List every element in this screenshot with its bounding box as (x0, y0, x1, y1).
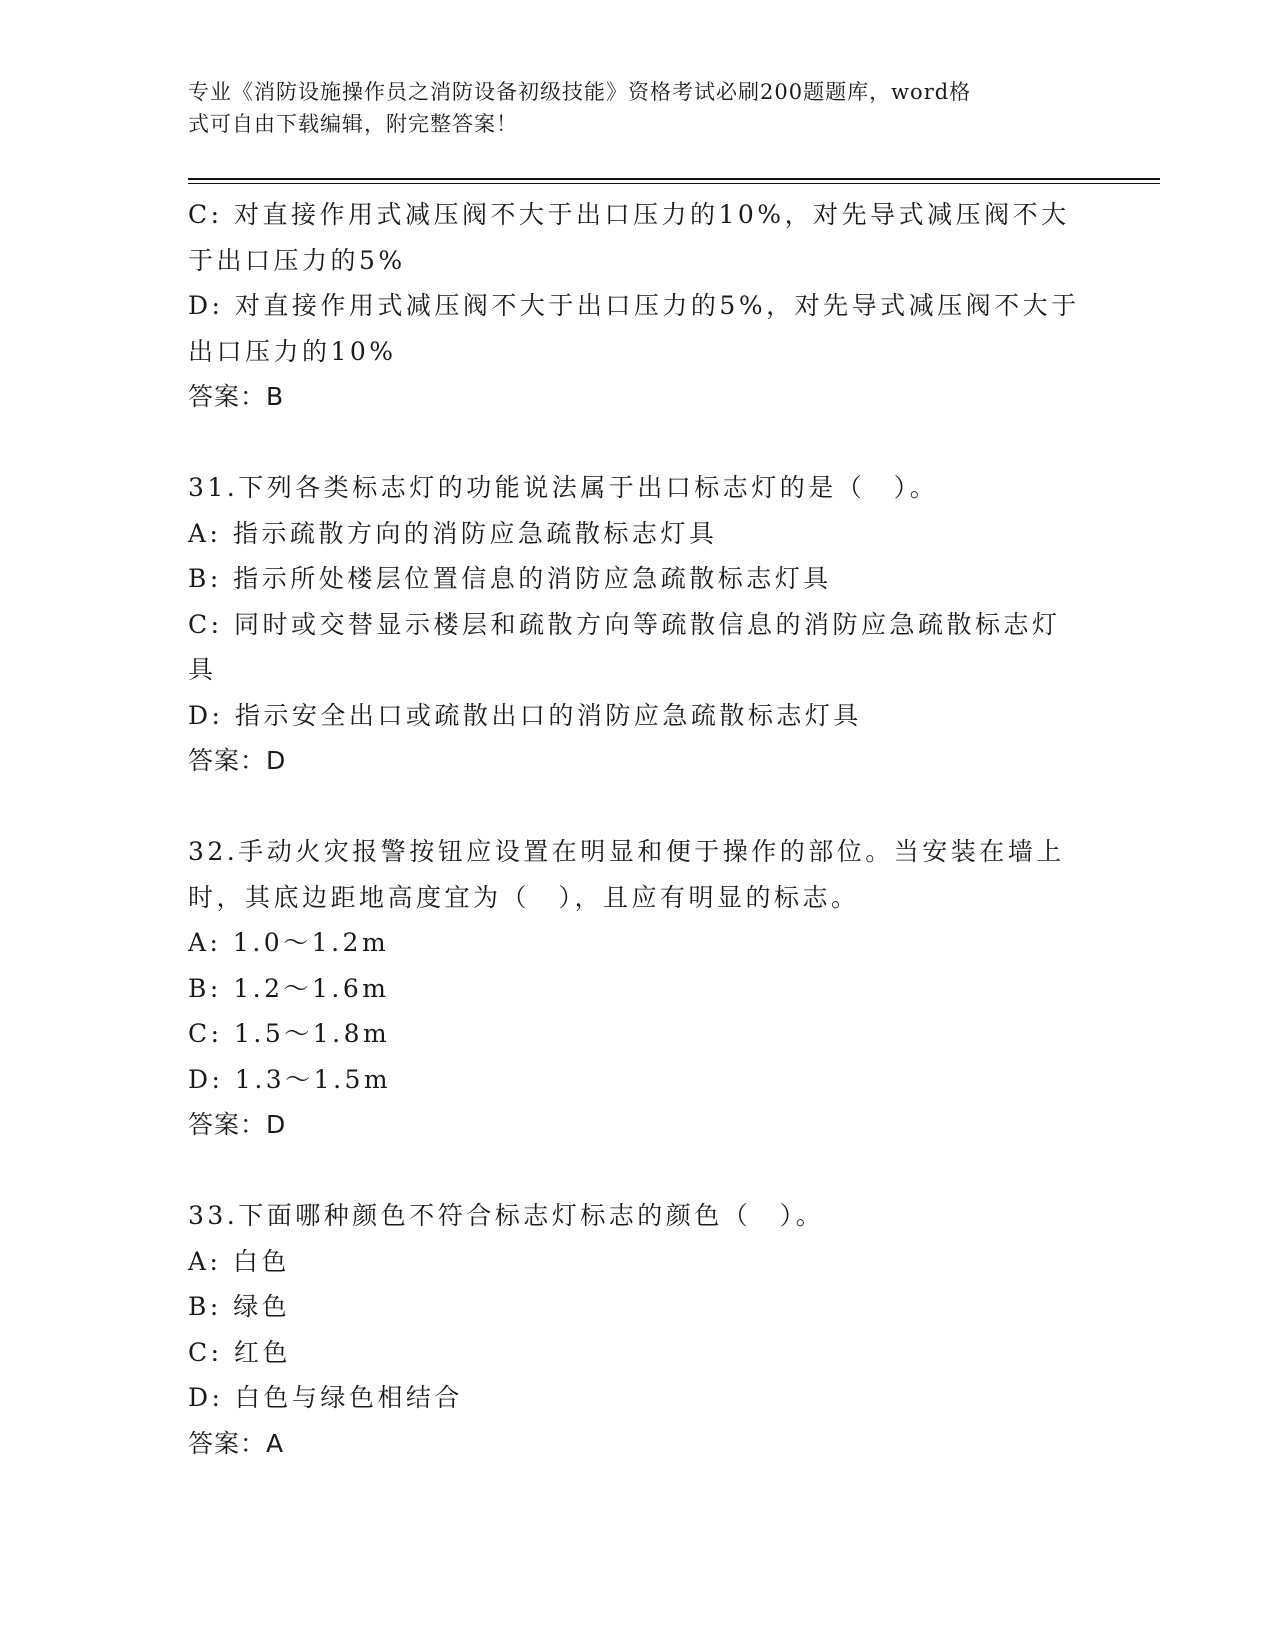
option-c-line-1: C: 同时或交替显示楼层和疏散方向等疏散信息的消防应急疏散标志灯 (188, 609, 1061, 639)
question-33 (188, 1193, 1088, 1466)
question-31 (188, 465, 1088, 784)
option-b: B: 指示所处楼层位置信息的消防应急疏散标志灯具 (188, 564, 832, 593)
spacer (188, 420, 1088, 466)
answer-line: 答案：A (188, 1428, 285, 1458)
answer-line: 答案：D (188, 1110, 287, 1139)
option-c-line-1: C: 对直接作用式减压阀不大于出口压力的10%，对先导式减压阀不大 (188, 200, 1070, 229)
option-d: D: 1.3～1.5m (188, 1064, 392, 1094)
option-a: A: 1.0～1.2m (188, 928, 390, 957)
option-b: B: 1.2～1.6m (188, 973, 390, 1003)
option-d: D: 指示安全出口或疏散出口的消防应急疏散标志灯具 (188, 700, 862, 730)
header-title-line-2: 式可自由下载编辑，附完整答案！ (188, 112, 518, 136)
option-d-line-2: 出口压力的10% (188, 336, 397, 366)
option-b: B: 绿色 (188, 1292, 291, 1321)
question-32 (188, 829, 1088, 1148)
option-d: D: 白色与绿色相结合 (188, 1383, 463, 1412)
option-d-line-1: D: 对直接作用式减压阀不大于出口压力的5%，对先导式减压阀不大于 (188, 291, 1080, 320)
question-stem: 31.下列各类标志灯的功能说法属于出口标志灯的是（ ）。 (188, 473, 939, 502)
option-a: A: 白色 (188, 1246, 290, 1276)
option-c: C: 红色 (188, 1337, 291, 1367)
option-c-line-2: 于出口压力的5% (188, 245, 406, 275)
question-stem-line-1: 32.手动火灾报警按钮应设置在明显和便于操作的部位。当安装在墙上 (188, 837, 1065, 866)
header-divider-thin (188, 183, 1160, 184)
header-title-line-1: 专业《消防设施操作员之消防设备初级技能》资格考试必刷200题题库，word格 (188, 80, 972, 104)
answer-line: 答案：D (188, 746, 287, 775)
question-stem: 33.下面哪种颜色不符合标志灯标志的颜色（ ）。 (188, 1201, 825, 1230)
question-30-tail (188, 192, 1088, 420)
document-header (188, 76, 1068, 140)
option-c: C: 1.5～1.8m (188, 1019, 391, 1048)
header-divider-thick (188, 178, 1160, 180)
option-a: A: 指示疏散方向的消防应急疏散标志灯具 (188, 518, 718, 548)
answer-line: 答案：B (188, 382, 285, 411)
spacer (188, 1148, 1088, 1194)
question-list (188, 192, 1088, 1466)
question-stem-line-2: 时，其底边距地高度宜为（ ），且应有明显的标志。 (188, 882, 860, 912)
option-c-line-2: 具 (188, 655, 217, 684)
spacer (188, 784, 1088, 830)
